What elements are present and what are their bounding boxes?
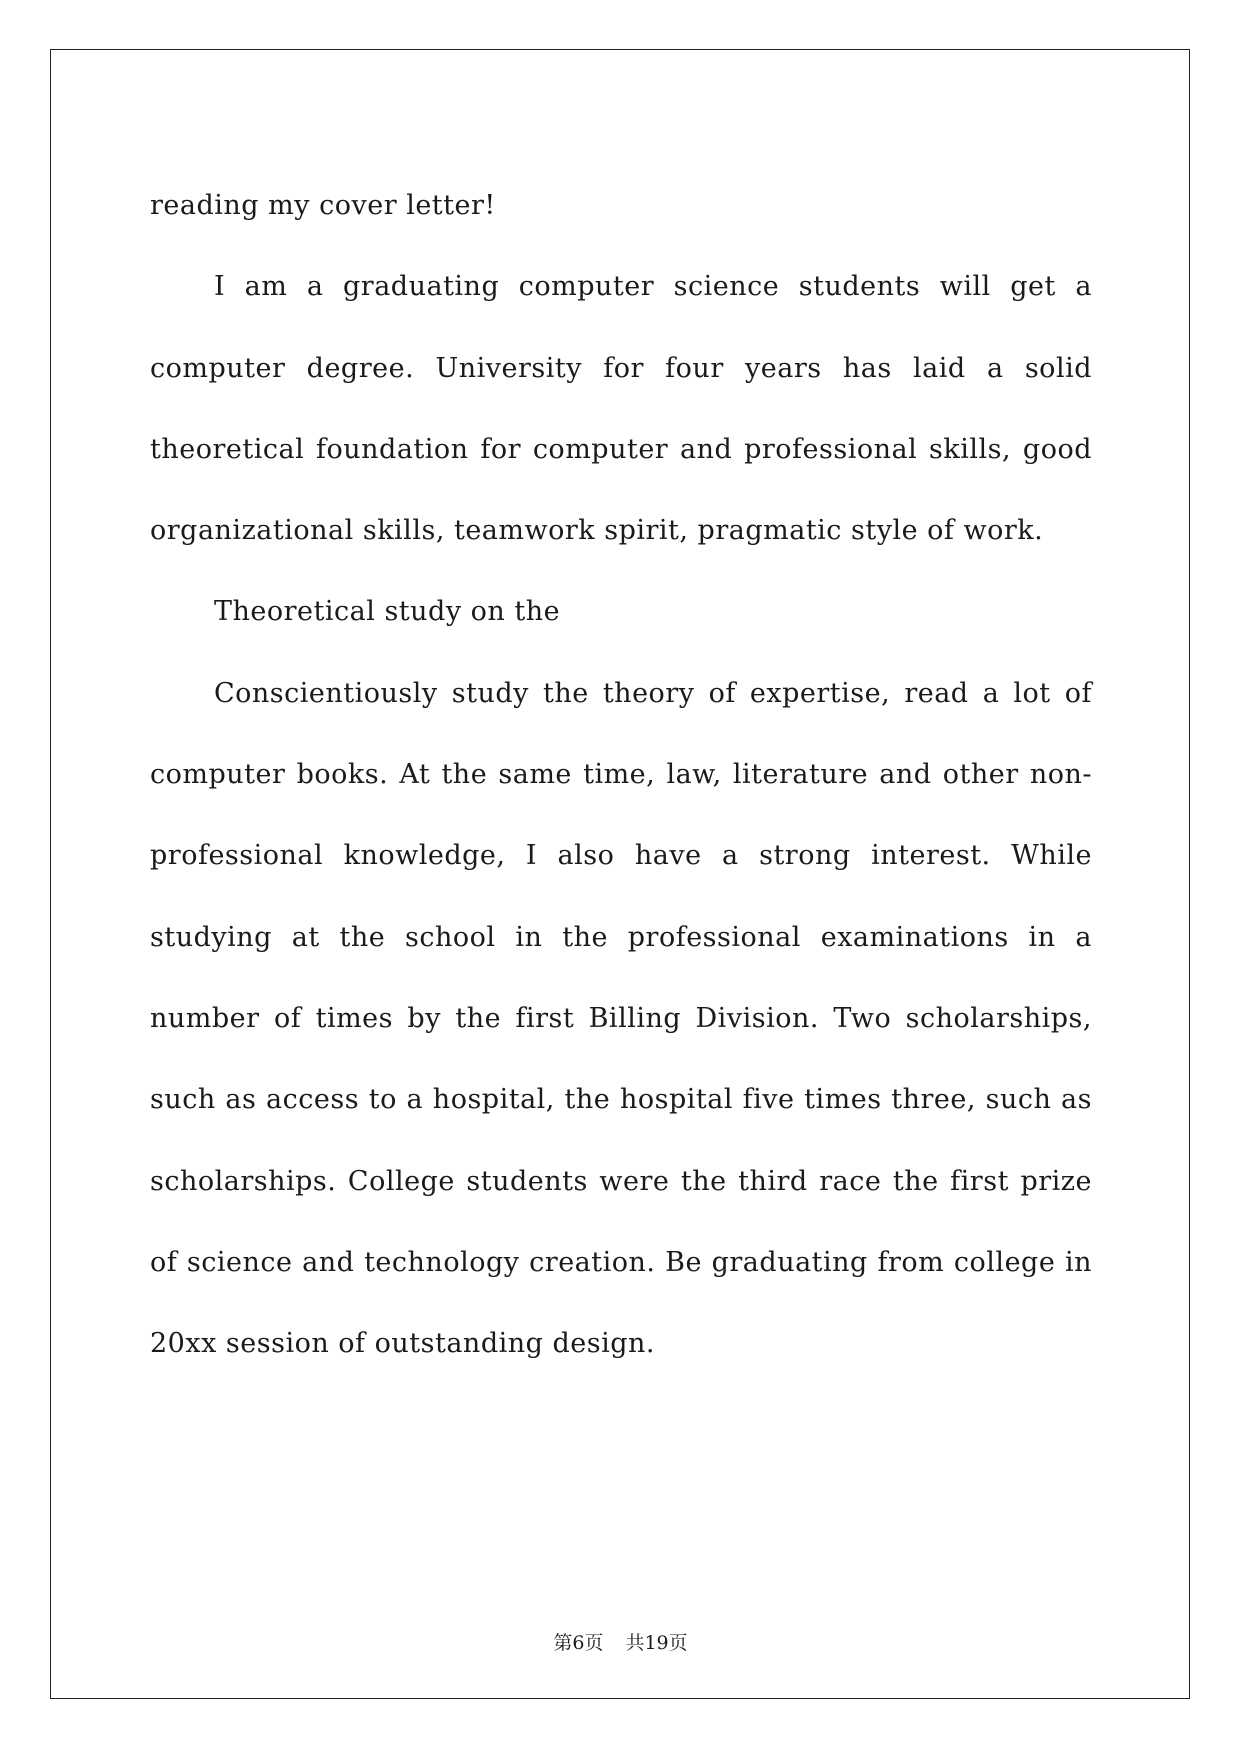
paragraph-study-details: Conscientiously study the theory of expertise, read a lot of computer books. At the same time, law, literature and other non-professional knowledge, I also have a strong interest. While studying at the school in the professional examinations in a number of times by the first Billing Division. Two scholarships, such as access to a hospital, the hospital five times three, such as scholarships. College students were the third race the first prize of science and technology creation. Be graduating from college in 20xx session of outstanding design. bbox=[150, 677, 1092, 1360]
page-number-current: 第6页 bbox=[553, 1632, 604, 1654]
page-number-total: 共19页 bbox=[625, 1632, 688, 1654]
document-body bbox=[150, 165, 1092, 1384]
paragraph-heading-theoretical-study: Theoretical study on the bbox=[214, 596, 561, 628]
page-footer bbox=[0, 1628, 1241, 1655]
paragraph-opening: reading my cover letter! bbox=[150, 190, 496, 221]
paragraph-introduction: I am a graduating computer science students will get a computer degree. University for four years has laid a solid theoretical foundation for computer and professional skills, good organizational skills, teamwork spirit, pragmatic style of work. bbox=[150, 271, 1092, 547]
